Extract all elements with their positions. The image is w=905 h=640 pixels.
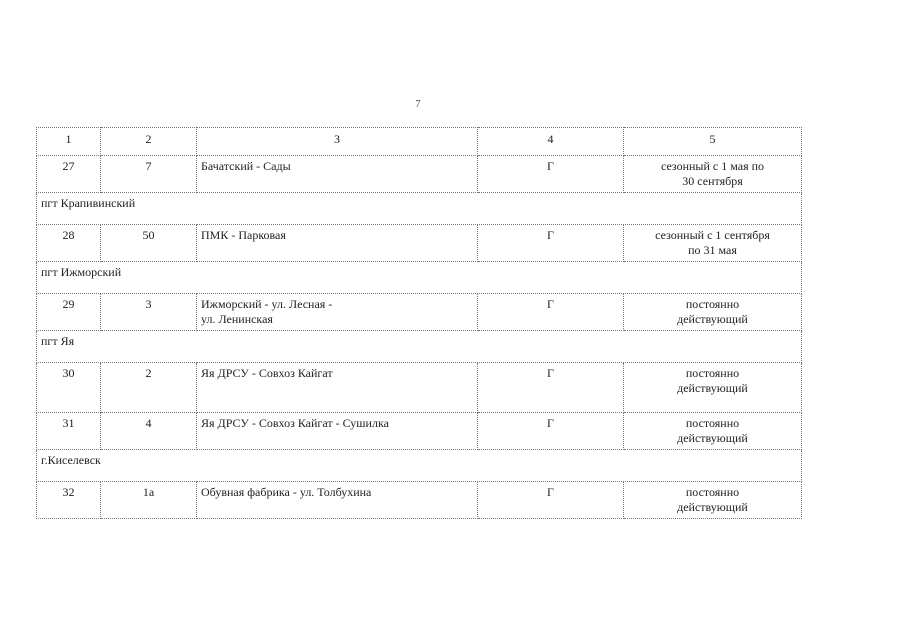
route-name: Ижморский - ул. Лесная - ул. Ленинская <box>197 294 478 331</box>
route-name: Бачатский - Сады <box>197 156 478 193</box>
route-type: Г <box>478 363 624 413</box>
row-number: 27 <box>37 156 101 193</box>
group-row <box>37 450 802 482</box>
group-label: пгт Крапивинский <box>37 193 802 225</box>
route-mode: постоянно действующий <box>624 413 802 450</box>
route-name: Яя ДРСУ - Совхоз Кайгат <box>197 363 478 413</box>
route-number: 2 <box>101 363 197 413</box>
table-row <box>37 225 802 262</box>
header-cell-3: 3 <box>197 128 478 156</box>
row-number: 31 <box>37 413 101 450</box>
table-row <box>37 156 802 193</box>
row-number: 29 <box>37 294 101 331</box>
header-cell-2: 2 <box>101 128 197 156</box>
table-row <box>37 413 802 450</box>
route-name: Обувная фабрика - ул. Толбухина <box>197 482 478 519</box>
header-cell-1: 1 <box>37 128 101 156</box>
header-cell-4: 4 <box>478 128 624 156</box>
route-number: 7 <box>101 156 197 193</box>
route-mode: сезонный с 1 мая по 30 сентября <box>624 156 802 193</box>
group-label: пгт Ижморский <box>37 262 802 294</box>
route-number: 50 <box>101 225 197 262</box>
route-type: Г <box>478 413 624 450</box>
group-label: г.Киселевск <box>37 450 802 482</box>
row-number: 30 <box>37 363 101 413</box>
routes-table <box>36 127 802 519</box>
route-mode: постоянно действующий <box>624 294 802 331</box>
route-type: Г <box>478 294 624 331</box>
group-label: пгт Яя <box>37 331 802 363</box>
route-mode: сезонный с 1 сентября по 31 мая <box>624 225 802 262</box>
route-number: 4 <box>101 413 197 450</box>
route-name: Яя ДРСУ - Совхоз Кайгат - Сушилка <box>197 413 478 450</box>
route-mode: постоянно действующий <box>624 363 802 413</box>
header-cell-5: 5 <box>624 128 802 156</box>
table-header-row <box>37 128 802 156</box>
table-row <box>37 482 802 519</box>
route-number: 1а <box>101 482 197 519</box>
route-type: Г <box>478 225 624 262</box>
route-type: Г <box>478 156 624 193</box>
group-row <box>37 331 802 363</box>
group-row <box>37 193 802 225</box>
group-row <box>37 262 802 294</box>
table-row <box>37 363 802 413</box>
row-number: 32 <box>37 482 101 519</box>
route-number: 3 <box>101 294 197 331</box>
page-number: 7 <box>415 99 421 110</box>
row-number: 28 <box>37 225 101 262</box>
route-mode: постоянно действующий <box>624 482 802 519</box>
route-type: Г <box>478 482 624 519</box>
table-row <box>37 294 802 331</box>
route-name: ПМК - Парковая <box>197 225 478 262</box>
